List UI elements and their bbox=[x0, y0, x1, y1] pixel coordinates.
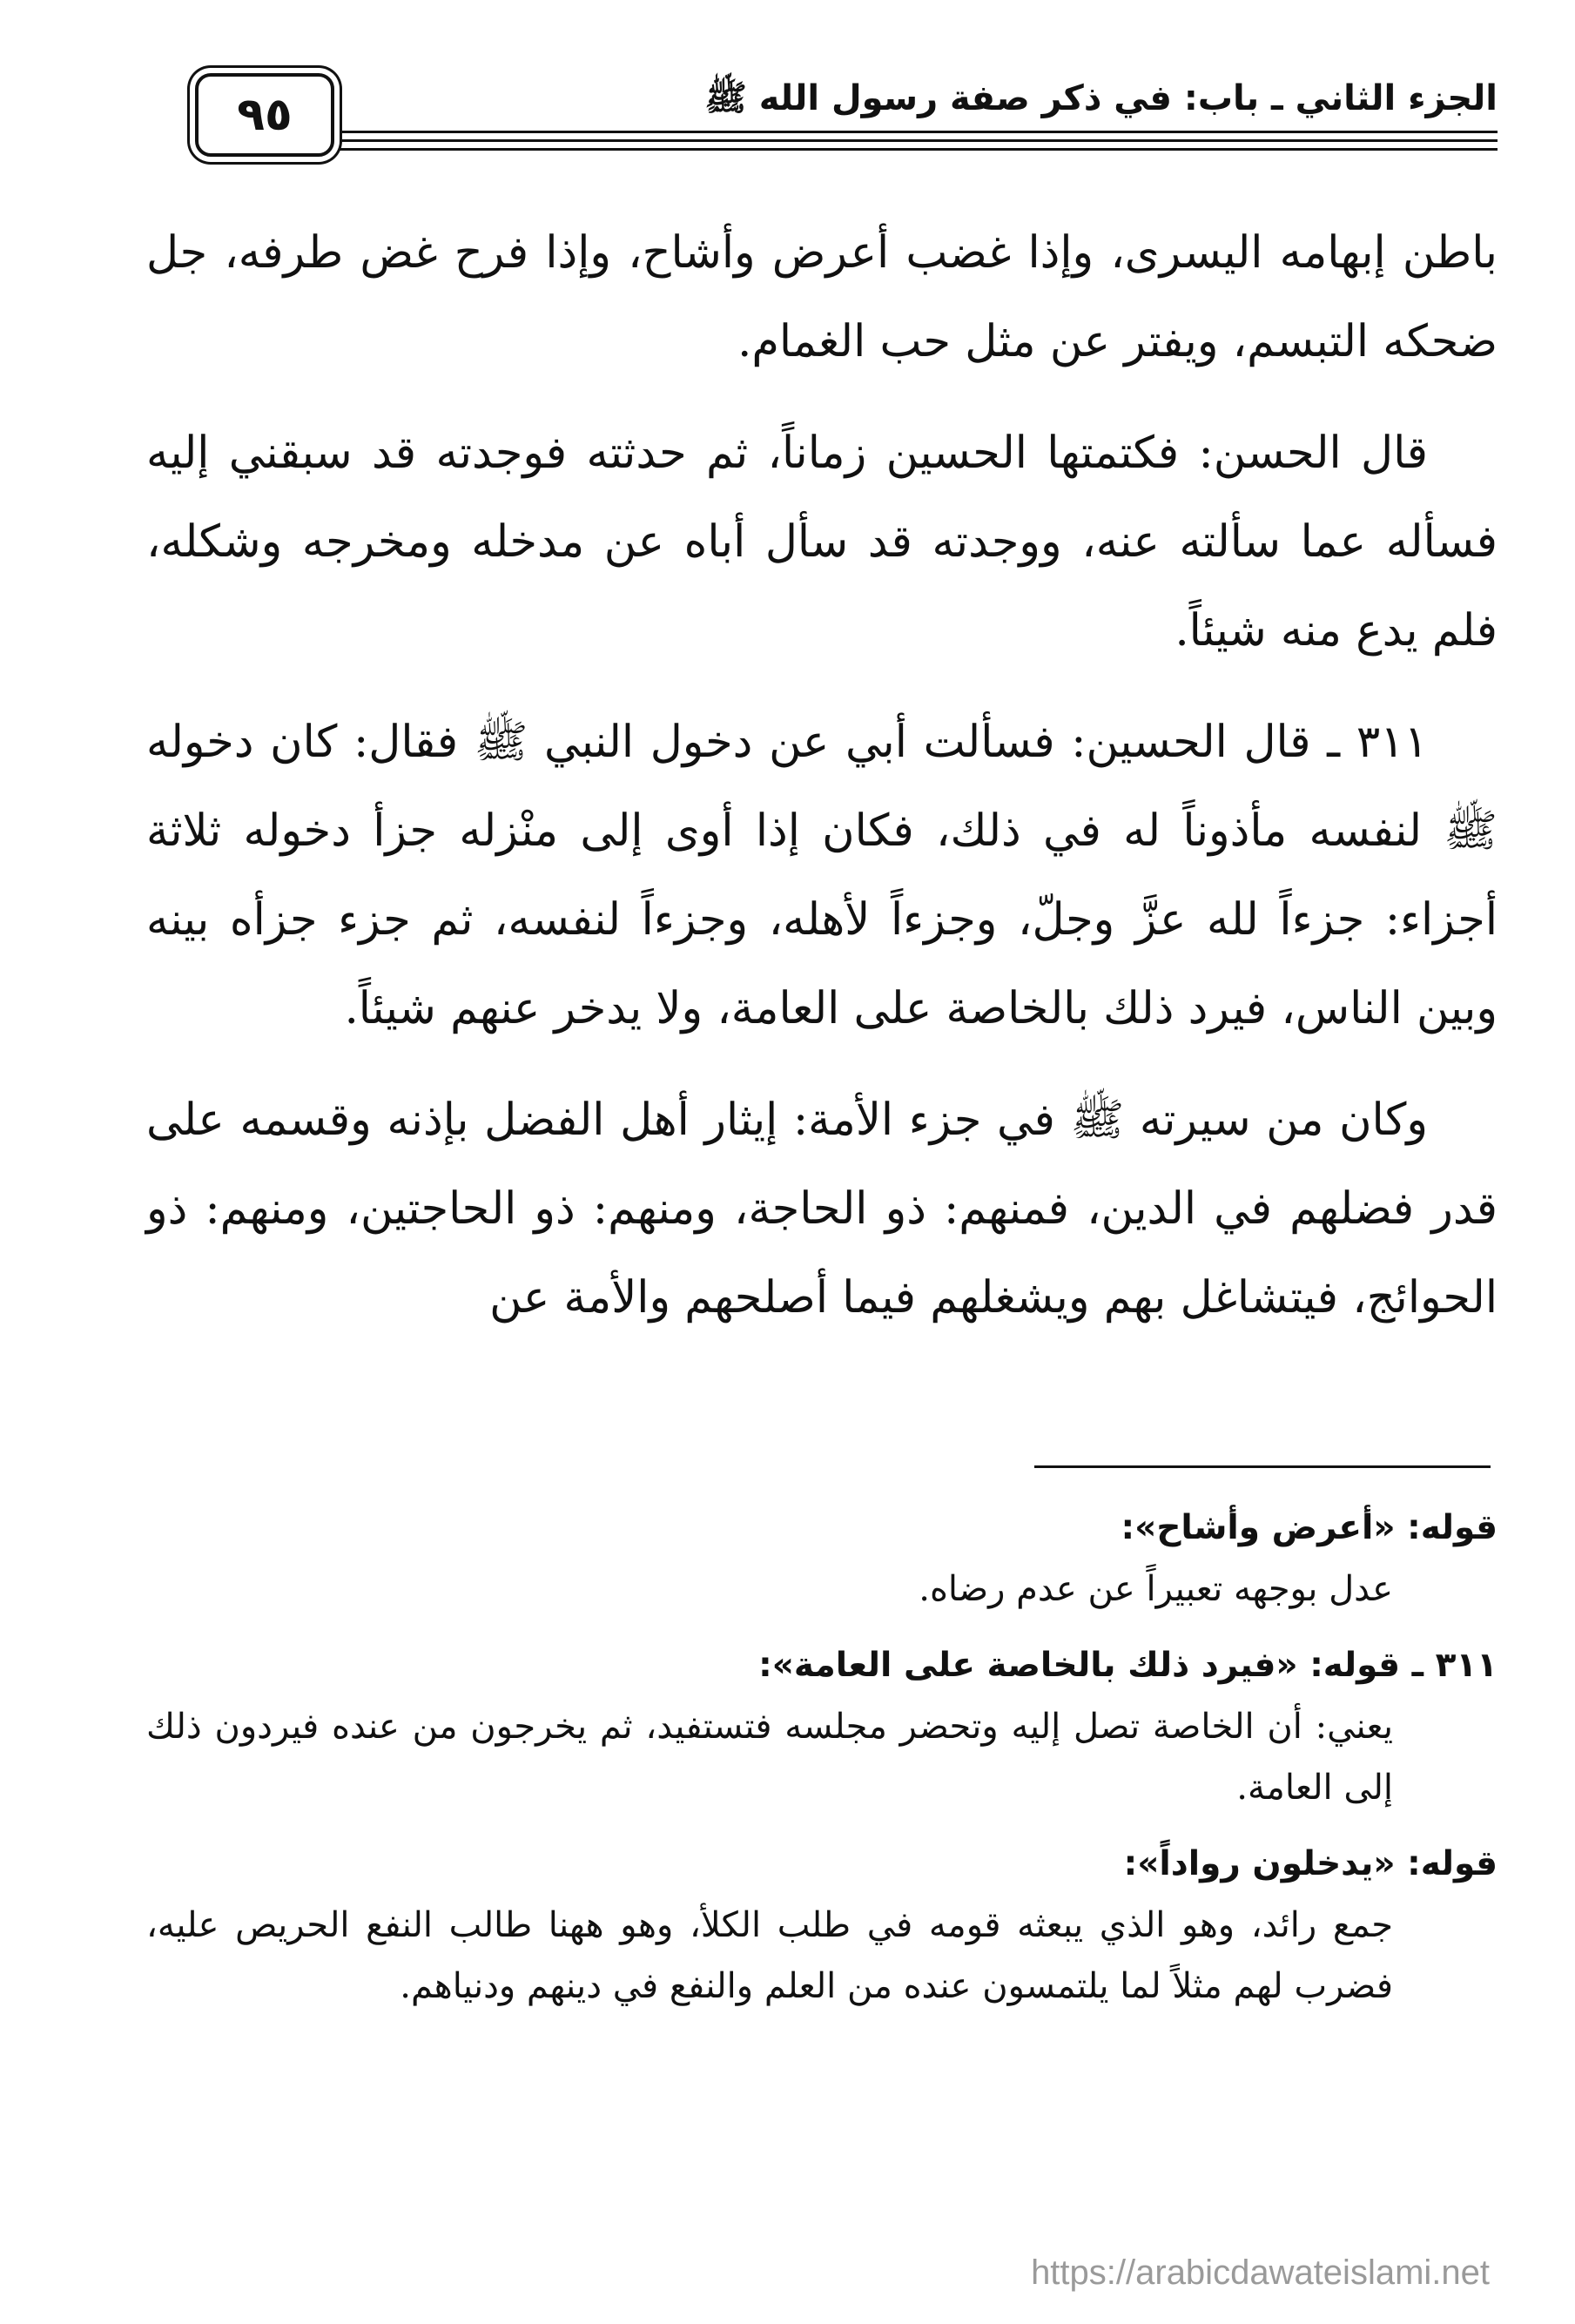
footnotes bbox=[146, 1498, 1498, 2032]
footnote-text: جمع رائد، وهو الذي يبعثه قومه في طلب الكلأ، وهو ههنا طالب النفع الحريص عليه، فضرب لهم مثلاً لما يلتمسون عنده من العلم والنفع في دينهم ودنياهم. bbox=[146, 1905, 1393, 2006]
footnote-1 bbox=[146, 1498, 1498, 1620]
paragraph-4: وكان من سيرته ﷺ في جزء الأمة: إيثار أهل الفضل بإذنه وقسمه على قدر فضلهم في الدين، فمنهم: ذو الحاجة، ومنهم: ذو الحاجتين، ومنهم: ذو الحوائج، فيتشاغل بهم ويشغلهم فيما أصلحهم والأمة عن bbox=[146, 1095, 1498, 1324]
header-rule-top bbox=[340, 131, 1498, 133]
footnote-2 bbox=[146, 1635, 1498, 1818]
footnote-text: عدل بوجهه تعبيراً عن عدم رضاه. bbox=[919, 1569, 1393, 1609]
footnote-text: يعني: أن الخاصة تصل إليه وتحضر مجلسه فتستفيد، ثم يخرجون من عنده فيردون ذلك إلى العامة. bbox=[146, 1707, 1393, 1808]
watermark-url: https://arabicdawateislami.net bbox=[1031, 2253, 1490, 2292]
main-text bbox=[146, 209, 1498, 1365]
page-number-frame bbox=[195, 73, 334, 157]
page-number: ٩٥ bbox=[237, 89, 293, 141]
running-title: الجزء الثاني ـ باب: في ذكر صفة رسول الله ﷺ bbox=[704, 78, 1498, 118]
header-rule-mid bbox=[340, 139, 1498, 142]
footnote-heading: قوله: «يدخلون رواداً»: bbox=[1123, 1844, 1498, 1883]
paragraph-1: باطن إبهامه اليسرى، وإذا غضب أعرض وأشاح، وإذا فرح غض طرفه، جل ضحكه التبسم، ويفتر عن مثل حب الغمام. bbox=[146, 227, 1498, 367]
footnote-3 bbox=[146, 1834, 1498, 2017]
footnote-separator bbox=[1034, 1465, 1491, 1468]
footnote-heading: قوله: «أعرض وأشاح»: bbox=[1121, 1508, 1498, 1547]
paragraph-3: ٣١١ ـ قال الحسين: فسألت أبي عن دخول النبي ﷺ فقال: كان دخوله ﷺ لنفسه مأذوناً له في ذلك، فكان إذا أوى إلى منْزله جزأ دخوله ثلاثة أجزاء: جزءاً لله عزَّ وجلّ، وجزءاً لأهله، وجزءاً لنفسه، ثم جزء جزأه بينه وبين الناس، فيرد ذلك بالخاصة على العامة، ولا يدخر عنهم شيئاً. bbox=[146, 717, 1498, 1034]
footnote-heading: ٣١١ ـ قوله: «فيرد ذلك بالخاصة على العامة»: bbox=[758, 1646, 1498, 1685]
header-rule-bottom bbox=[340, 148, 1498, 151]
paragraph-2: قال الحسن: فكتمتها الحسين زماناً، ثم حدثته فوجدته قد سبقني إليه فسأله عما سألته عنه، ووجدته قد سأل أباه عن مدخله ومخرجه وشكله، فلم يدع منه شيئاً. bbox=[146, 428, 1498, 657]
page-header bbox=[139, 70, 1498, 165]
